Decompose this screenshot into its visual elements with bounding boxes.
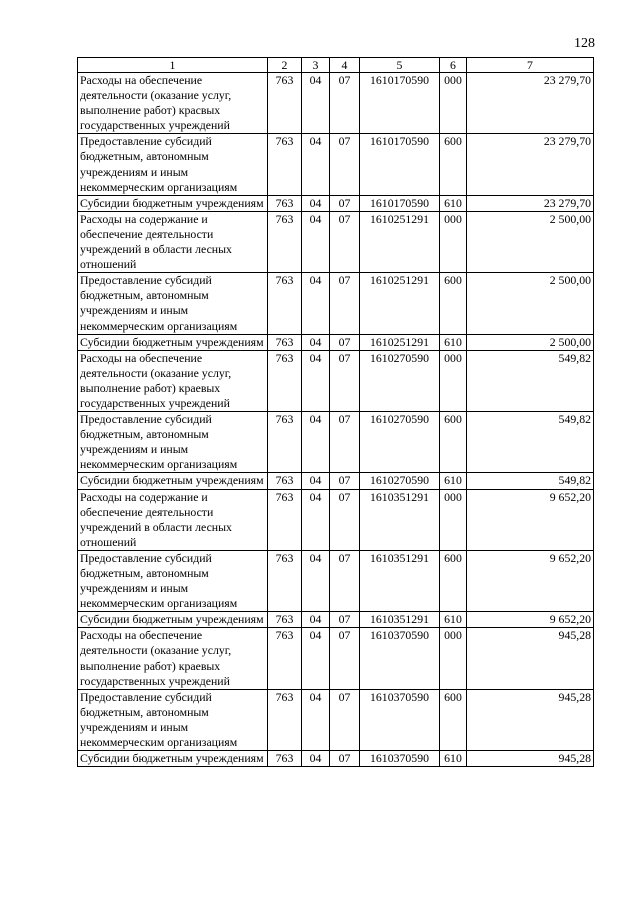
table-row (78, 334, 594, 350)
section-code-cell: 04 (302, 350, 330, 411)
amount-cell: 2 500,00 (467, 211, 594, 272)
expense-type-cell: 000 (440, 628, 467, 689)
amount-cell: 9 652,20 (467, 612, 594, 628)
table-row (78, 473, 594, 489)
amount-cell: 23 279,70 (467, 134, 594, 195)
column-header: 7 (467, 58, 594, 73)
target-code-cell: 1610270590 (360, 412, 440, 473)
expense-type-cell: 610 (440, 751, 467, 767)
subsection-code-cell: 07 (330, 412, 360, 473)
ministry-code-cell: 763 (268, 612, 302, 628)
table-row (78, 412, 594, 473)
target-code-cell: 1610251291 (360, 334, 440, 350)
expense-type-cell: 600 (440, 273, 467, 334)
expense-name-cell: Предоставление субсидий бюджетным, автономным учреждениям и иным некоммерческим организациям (78, 273, 268, 334)
section-code-cell: 04 (302, 334, 330, 350)
section-code-cell: 04 (302, 751, 330, 767)
section-code-cell: 04 (302, 550, 330, 611)
table-row (78, 134, 594, 195)
section-code-cell: 04 (302, 134, 330, 195)
expense-name-cell: Субсидии бюджетным учреждениям (78, 473, 268, 489)
ministry-code-cell: 763 (268, 73, 302, 134)
amount-cell: 2 500,00 (467, 334, 594, 350)
subsection-code-cell: 07 (330, 195, 360, 211)
section-code-cell: 04 (302, 628, 330, 689)
subsection-code-cell: 07 (330, 550, 360, 611)
subsection-code-cell: 07 (330, 73, 360, 134)
subsection-code-cell: 07 (330, 334, 360, 350)
ministry-code-cell: 763 (268, 195, 302, 211)
target-code-cell: 1610170590 (360, 134, 440, 195)
section-code-cell: 04 (302, 211, 330, 272)
expense-type-cell: 000 (440, 211, 467, 272)
section-code-cell: 04 (302, 473, 330, 489)
expense-name-cell: Расходы на содержание и обеспечение деятельности учреждений в области лесных отношений (78, 211, 268, 272)
target-code-cell: 1610251291 (360, 273, 440, 334)
section-code-cell: 04 (302, 73, 330, 134)
expense-name-cell: Субсидии бюджетным учреждениям (78, 334, 268, 350)
ministry-code-cell: 763 (268, 273, 302, 334)
expense-type-cell: 000 (440, 73, 467, 134)
target-code-cell: 1610351291 (360, 550, 440, 611)
expense-name-cell: Предоставление субсидий бюджетным, автономным учреждениям и иным некоммерческим организациям (78, 412, 268, 473)
column-header: 5 (360, 58, 440, 73)
amount-cell: 23 279,70 (467, 73, 594, 134)
ministry-code-cell: 763 (268, 550, 302, 611)
subsection-code-cell: 07 (330, 489, 360, 550)
amount-cell: 549,82 (467, 473, 594, 489)
ministry-code-cell: 763 (268, 628, 302, 689)
target-code-cell: 1610370590 (360, 751, 440, 767)
expense-name-cell: Предоставление субсидий бюджетным, автономным учреждениям и иным некоммерческим организациям (78, 134, 268, 195)
ministry-code-cell: 763 (268, 350, 302, 411)
amount-cell: 2 500,00 (467, 273, 594, 334)
budget-table (77, 57, 594, 767)
ministry-code-cell: 763 (268, 134, 302, 195)
expense-type-cell: 600 (440, 550, 467, 611)
section-code-cell: 04 (302, 689, 330, 750)
expense-name-cell: Предоставление субсидий бюджетным, автономным учреждениям и иным некоммерческим организациям (78, 550, 268, 611)
table-row (78, 628, 594, 689)
expense-type-cell: 600 (440, 412, 467, 473)
ministry-code-cell: 763 (268, 412, 302, 473)
column-header: 6 (440, 58, 467, 73)
table-row (78, 689, 594, 750)
amount-cell: 23 279,70 (467, 195, 594, 211)
expense-name-cell: Предоставление субсидий бюджетным, автономным учреждениям и иным некоммерческим организациям (78, 689, 268, 750)
amount-cell: 945,28 (467, 689, 594, 750)
subsection-code-cell: 07 (330, 350, 360, 411)
section-code-cell: 04 (302, 412, 330, 473)
subsection-code-cell: 07 (330, 612, 360, 628)
target-code-cell: 1610270590 (360, 350, 440, 411)
amount-cell: 549,82 (467, 412, 594, 473)
ministry-code-cell: 763 (268, 473, 302, 489)
section-code-cell: 04 (302, 612, 330, 628)
target-code-cell: 1610370590 (360, 689, 440, 750)
expense-name-cell: Расходы на обеспечение деятельности (оказание услуг, выполнение работ) краевых государственных учреждений (78, 350, 268, 411)
expense-name-cell: Субсидии бюджетным учреждениям (78, 195, 268, 211)
column-header: 4 (330, 58, 360, 73)
subsection-code-cell: 07 (330, 628, 360, 689)
section-code-cell: 04 (302, 489, 330, 550)
expense-name-cell: Расходы на содержание и обеспечение деятельности учреждений в области лесных отношений (78, 489, 268, 550)
expense-type-cell: 610 (440, 612, 467, 628)
ministry-code-cell: 763 (268, 334, 302, 350)
table-row (78, 751, 594, 767)
ministry-code-cell: 763 (268, 689, 302, 750)
subsection-code-cell: 07 (330, 473, 360, 489)
amount-cell: 549,82 (467, 350, 594, 411)
target-code-cell: 1610251291 (360, 211, 440, 272)
amount-cell: 9 652,20 (467, 489, 594, 550)
table-row (78, 273, 594, 334)
section-code-cell: 04 (302, 195, 330, 211)
target-code-cell: 1610370590 (360, 628, 440, 689)
expense-type-cell: 600 (440, 689, 467, 750)
expense-type-cell: 000 (440, 350, 467, 411)
expense-type-cell: 610 (440, 195, 467, 211)
expense-name-cell: Расходы на обеспечение деятельности (оказание услуг, выполнение работ) красвых государственных учреждений (78, 73, 268, 134)
table-row (78, 550, 594, 611)
subsection-code-cell: 07 (330, 134, 360, 195)
table-row (78, 350, 594, 411)
ministry-code-cell: 763 (268, 751, 302, 767)
subsection-code-cell: 07 (330, 273, 360, 334)
ministry-code-cell: 763 (268, 211, 302, 272)
expense-type-cell: 610 (440, 473, 467, 489)
amount-cell: 945,28 (467, 628, 594, 689)
table-row (78, 612, 594, 628)
section-code-cell: 04 (302, 273, 330, 334)
target-code-cell: 1610170590 (360, 73, 440, 134)
target-code-cell: 1610270590 (360, 473, 440, 489)
table-row (78, 195, 594, 211)
expense-type-cell: 600 (440, 134, 467, 195)
expense-type-cell: 610 (440, 334, 467, 350)
page-number: 128 (574, 36, 595, 51)
expense-name-cell: Субсидии бюджетным учреждениям (78, 612, 268, 628)
target-code-cell: 1610351291 (360, 612, 440, 628)
amount-cell: 945,28 (467, 751, 594, 767)
table-row (78, 73, 594, 134)
subsection-code-cell: 07 (330, 211, 360, 272)
target-code-cell: 1610170590 (360, 195, 440, 211)
table-row (78, 211, 594, 272)
table-row (78, 489, 594, 550)
table-header-row (78, 58, 594, 73)
expense-name-cell: Субсидии бюджетным учреждениям (78, 751, 268, 767)
column-header: 3 (302, 58, 330, 73)
target-code-cell: 1610351291 (360, 489, 440, 550)
column-header: 2 (268, 58, 302, 73)
amount-cell: 9 652,20 (467, 550, 594, 611)
expense-type-cell: 000 (440, 489, 467, 550)
ministry-code-cell: 763 (268, 489, 302, 550)
subsection-code-cell: 07 (330, 751, 360, 767)
column-header: 1 (78, 58, 268, 73)
expense-name-cell: Расходы на обеспечение деятельности (оказание услуг, выполнение работ) краевых государственных учреждений (78, 628, 268, 689)
subsection-code-cell: 07 (330, 689, 360, 750)
